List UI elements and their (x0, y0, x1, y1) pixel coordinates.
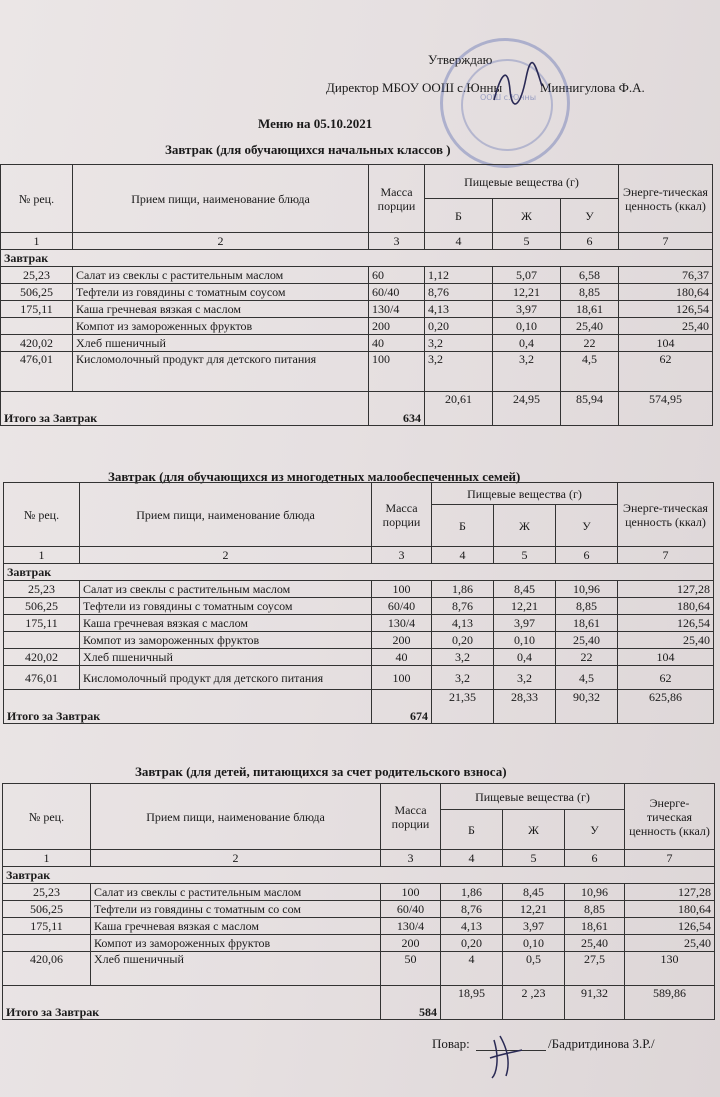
cell-b: 3,2 (425, 352, 493, 392)
cell-u: 18,61 (565, 918, 625, 935)
cell-rec: 175,11 (4, 615, 80, 632)
total-mass: 634 (369, 392, 425, 426)
cell-b: 4,13 (441, 918, 503, 935)
director-signature (488, 60, 548, 110)
cell-mass: 60/40 (381, 901, 441, 918)
cell-rec: 476,01 (4, 666, 80, 690)
cell-kcal: 25,40 (625, 935, 715, 952)
cell-u: 22 (556, 649, 618, 666)
col-num: 6 (565, 850, 625, 867)
cell-kcal: 180,64 (625, 901, 715, 918)
cell-rec: 506,25 (3, 901, 91, 918)
col-num: 1 (4, 547, 80, 564)
col-nutrients: Пищевые вещества (г) (432, 483, 618, 505)
col-num: 3 (372, 547, 432, 564)
col-num: 5 (503, 850, 565, 867)
cell-b: 8,76 (441, 901, 503, 918)
cell-rec: 175,11 (1, 301, 73, 318)
col-b: Б (425, 199, 493, 233)
cell-u: 18,61 (556, 615, 618, 632)
menu-title: Меню на 05.10.2021 (258, 116, 373, 131)
table-row (4, 598, 714, 615)
cell-dish: Салат из свеклы с растительным маслом (73, 267, 369, 284)
cell-dish: Каша гречневая вязкая с маслом (73, 301, 369, 318)
cell-u: 27,5 (565, 952, 625, 986)
col-u: У (565, 810, 625, 850)
cell-rec: 506,25 (1, 284, 73, 301)
col-energy: Энерге-тическая ценность (ккал) (618, 483, 714, 547)
cell-b: 4,13 (432, 615, 494, 632)
cook-signature (486, 1030, 526, 1080)
approve-label: Утверждаю (428, 52, 493, 67)
total-mass: 584 (381, 986, 441, 1020)
col-zh: Ж (494, 505, 556, 547)
cell-rec (4, 632, 80, 649)
cell-mass: 130/4 (372, 615, 432, 632)
cell-dish: Компот из замороженных фруктов (91, 935, 381, 952)
cell-dish: Хлеб пшеничный (80, 649, 372, 666)
cell-b: 8,76 (425, 284, 493, 301)
cell-rec: 476,01 (1, 352, 73, 392)
cell-b: 1,86 (432, 581, 494, 598)
cell-kcal: 127,28 (618, 581, 714, 598)
cell-kcal: 180,64 (618, 598, 714, 615)
section-title: Завтрак (для обучающихся начальных классов ) (165, 142, 451, 157)
menu-table (3, 482, 714, 724)
total-u: 91,32 (565, 986, 625, 1020)
cell-u: 8,85 (565, 901, 625, 918)
table-row (4, 581, 714, 598)
table-row (3, 935, 715, 952)
table-row (1, 284, 713, 301)
col-num: 3 (369, 233, 425, 250)
cell-mass: 200 (369, 318, 425, 335)
col-num: 1 (3, 850, 91, 867)
cell-dish: Салат из свеклы с растительным маслом (80, 581, 372, 598)
table-row (3, 901, 715, 918)
col-mass: Масса порции (372, 483, 432, 547)
table-row (1, 267, 713, 284)
cell-rec: 25,23 (3, 884, 91, 901)
cell-mass: 100 (372, 581, 432, 598)
cell-dish: Компот из замороженных фруктов (73, 318, 369, 335)
total-mass: 674 (372, 690, 432, 724)
cell-u: 22 (561, 335, 619, 352)
total-zh: 24,95 (493, 392, 561, 426)
total-row (3, 986, 715, 1020)
cell-dish: Хлеб пшеничный (73, 335, 369, 352)
cell-zh: 3,97 (493, 301, 561, 318)
cook-label: Повар: (432, 1036, 470, 1051)
cell-zh: 8,45 (494, 581, 556, 598)
total-kcal: 625,86 (618, 690, 714, 724)
col-num: 2 (91, 850, 381, 867)
cell-mass: 100 (372, 666, 432, 690)
cell-b: 3,2 (432, 666, 494, 690)
director-line: Директор МБОУ ООШ с.Юнны (326, 80, 503, 95)
meal-label: Завтрак (4, 564, 714, 581)
cell-dish: Каша гречневая вязкая с маслом (80, 615, 372, 632)
cell-mass: 200 (381, 935, 441, 952)
cell-kcal: 130 (625, 952, 715, 986)
total-u: 90,32 (556, 690, 618, 724)
col-num: 1 (1, 233, 73, 250)
col-energy: Энерге-тическая ценность (ккал) (619, 165, 713, 233)
menu-table (2, 783, 715, 1020)
total-label: Итого за Завтрак (3, 986, 381, 1020)
col-num: 7 (625, 850, 715, 867)
cell-kcal: 25,40 (618, 632, 714, 649)
col-nutrients: Пищевые вещества (г) (441, 784, 625, 810)
cell-zh: 0,10 (493, 318, 561, 335)
section-title: Завтрак (для детей, питающихся за счет родительского взноса) (135, 764, 507, 779)
cook-name: /Бадритдинова З.Р./ (548, 1036, 655, 1051)
cell-zh: 0,10 (503, 935, 565, 952)
cell-u: 4,5 (556, 666, 618, 690)
cell-rec: 506,25 (4, 598, 80, 615)
cell-b: 1,12 (425, 267, 493, 284)
cell-zh: 12,21 (493, 284, 561, 301)
cell-dish: Тефтели из говядины с томатным соусом (73, 284, 369, 301)
col-num: 4 (425, 233, 493, 250)
cell-mass: 100 (369, 352, 425, 392)
cell-mass: 130/4 (381, 918, 441, 935)
cell-zh: 3,2 (493, 352, 561, 392)
col-u: У (561, 199, 619, 233)
cell-dish: Каша гречневая вязкая с маслом (91, 918, 381, 935)
cell-kcal: 180,64 (619, 284, 713, 301)
total-zh: 2 ,23 (503, 986, 565, 1020)
cell-zh: 12,21 (503, 901, 565, 918)
cell-zh: 0,5 (503, 952, 565, 986)
cell-rec (1, 318, 73, 335)
col-rec: № рец. (3, 784, 91, 850)
cell-rec: 25,23 (1, 267, 73, 284)
cell-b: 0,20 (441, 935, 503, 952)
cell-rec (3, 935, 91, 952)
cell-zh: 0,10 (494, 632, 556, 649)
table-row (1, 318, 713, 335)
cell-kcal: 62 (619, 352, 713, 392)
cell-mass: 40 (372, 649, 432, 666)
cell-zh: 12,21 (494, 598, 556, 615)
cell-zh: 3,97 (494, 615, 556, 632)
col-u: У (556, 505, 618, 547)
total-kcal: 574,95 (619, 392, 713, 426)
col-dish: Прием пищи, наименование блюда (91, 784, 381, 850)
cell-zh: 3,97 (503, 918, 565, 935)
total-zh: 28,33 (494, 690, 556, 724)
cell-zh: 8,45 (503, 884, 565, 901)
director-name: Миннигулова Ф.А. (540, 80, 645, 95)
total-row (4, 690, 714, 724)
cell-mass: 200 (372, 632, 432, 649)
total-label: Итого за Завтрак (4, 690, 372, 724)
col-rec: № рец. (1, 165, 73, 233)
cell-rec: 25,23 (4, 581, 80, 598)
cell-dish: Кисломолочный продукт для детского питания (73, 352, 369, 392)
cell-b: 3,2 (432, 649, 494, 666)
col-num: 5 (494, 547, 556, 564)
total-b: 20,61 (425, 392, 493, 426)
cell-mass: 60/40 (369, 284, 425, 301)
table-row (1, 335, 713, 352)
table-row (1, 352, 713, 392)
table-row (4, 632, 714, 649)
total-label: Итого за Завтрак (1, 392, 369, 426)
col-b: Б (441, 810, 503, 850)
table-row (4, 649, 714, 666)
col-mass: Масса порции (381, 784, 441, 850)
total-u: 85,94 (561, 392, 619, 426)
cell-kcal: 25,40 (619, 318, 713, 335)
cell-u: 8,85 (556, 598, 618, 615)
cell-dish: Хлеб пшеничный (91, 952, 381, 986)
stamp-text: ООШ с.Юнны (479, 93, 537, 102)
cell-u: 4,5 (561, 352, 619, 392)
cell-u: 10,96 (556, 581, 618, 598)
cell-b: 4 (441, 952, 503, 986)
col-num: 7 (618, 547, 714, 564)
menu-table (0, 164, 713, 426)
col-zh: Ж (503, 810, 565, 850)
table-row (1, 301, 713, 318)
total-row (1, 392, 713, 426)
cell-kcal: 126,54 (625, 918, 715, 935)
meal-label: Завтрак (1, 250, 713, 267)
cell-zh: 3,2 (494, 666, 556, 690)
cell-b: 0,20 (425, 318, 493, 335)
cell-u: 25,40 (561, 318, 619, 335)
cell-kcal: 126,54 (619, 301, 713, 318)
meal-label: Завтрак (3, 867, 715, 884)
col-num: 3 (381, 850, 441, 867)
col-nutrients: Пищевые вещества (г) (425, 165, 619, 199)
cell-mass: 60/40 (372, 598, 432, 615)
cell-mass: 50 (381, 952, 441, 986)
total-b: 18,95 (441, 986, 503, 1020)
cell-mass: 100 (381, 884, 441, 901)
cell-mass: 40 (369, 335, 425, 352)
cell-dish: Кисломолочный продукт для детского питания (80, 666, 372, 690)
cell-dish: Компот из замороженных фруктов (80, 632, 372, 649)
cell-dish: Тефтели из говядины с томатным со сом (91, 901, 381, 918)
cell-kcal: 104 (618, 649, 714, 666)
cell-zh: 5,07 (493, 267, 561, 284)
table-row (3, 918, 715, 935)
cell-b: 4,13 (425, 301, 493, 318)
col-num: 6 (556, 547, 618, 564)
col-num: 6 (561, 233, 619, 250)
col-num: 2 (80, 547, 372, 564)
cell-b: 3,2 (425, 335, 493, 352)
cell-u: 8,85 (561, 284, 619, 301)
cell-rec: 420,06 (3, 952, 91, 986)
cell-kcal: 127,28 (625, 884, 715, 901)
cell-rec: 420,02 (4, 649, 80, 666)
cell-kcal: 76,37 (619, 267, 713, 284)
cell-u: 18,61 (561, 301, 619, 318)
col-rec: № рец. (4, 483, 80, 547)
total-b: 21,35 (432, 690, 494, 724)
cell-dish: Салат из свеклы с растительным маслом (91, 884, 381, 901)
cell-rec: 175,11 (3, 918, 91, 935)
cell-mass: 130/4 (369, 301, 425, 318)
cell-b: 8,76 (432, 598, 494, 615)
table-row (4, 666, 714, 690)
col-dish: Прием пищи, наименование блюда (73, 165, 369, 233)
col-mass: Масса порции (369, 165, 425, 233)
section-title: Завтрак (для обучающихся из многодетных малообеспеченных семей) (108, 469, 521, 484)
col-b: Б (432, 505, 494, 547)
table-row (4, 615, 714, 632)
total-kcal: 589,86 (625, 986, 715, 1020)
col-num: 5 (493, 233, 561, 250)
cell-dish: Тефтели из говядины с томатным соусом (80, 598, 372, 615)
col-num: 2 (73, 233, 369, 250)
col-num: 4 (432, 547, 494, 564)
cell-b: 0,20 (432, 632, 494, 649)
cell-kcal: 126,54 (618, 615, 714, 632)
cell-rec: 420,02 (1, 335, 73, 352)
col-dish: Прием пищи, наименование блюда (80, 483, 372, 547)
cell-zh: 0,4 (494, 649, 556, 666)
cell-u: 10,96 (565, 884, 625, 901)
cell-b: 1,86 (441, 884, 503, 901)
cell-u: 25,40 (556, 632, 618, 649)
col-energy: Энерге-тическая ценность (ккал) (625, 784, 715, 850)
cell-kcal: 104 (619, 335, 713, 352)
cell-kcal: 62 (618, 666, 714, 690)
col-num: 4 (441, 850, 503, 867)
col-num: 7 (619, 233, 713, 250)
cell-u: 25,40 (565, 935, 625, 952)
table-row (3, 884, 715, 901)
table-row (3, 952, 715, 986)
col-zh: Ж (493, 199, 561, 233)
cell-u: 6,58 (561, 267, 619, 284)
cell-mass: 60 (369, 267, 425, 284)
cell-zh: 0,4 (493, 335, 561, 352)
